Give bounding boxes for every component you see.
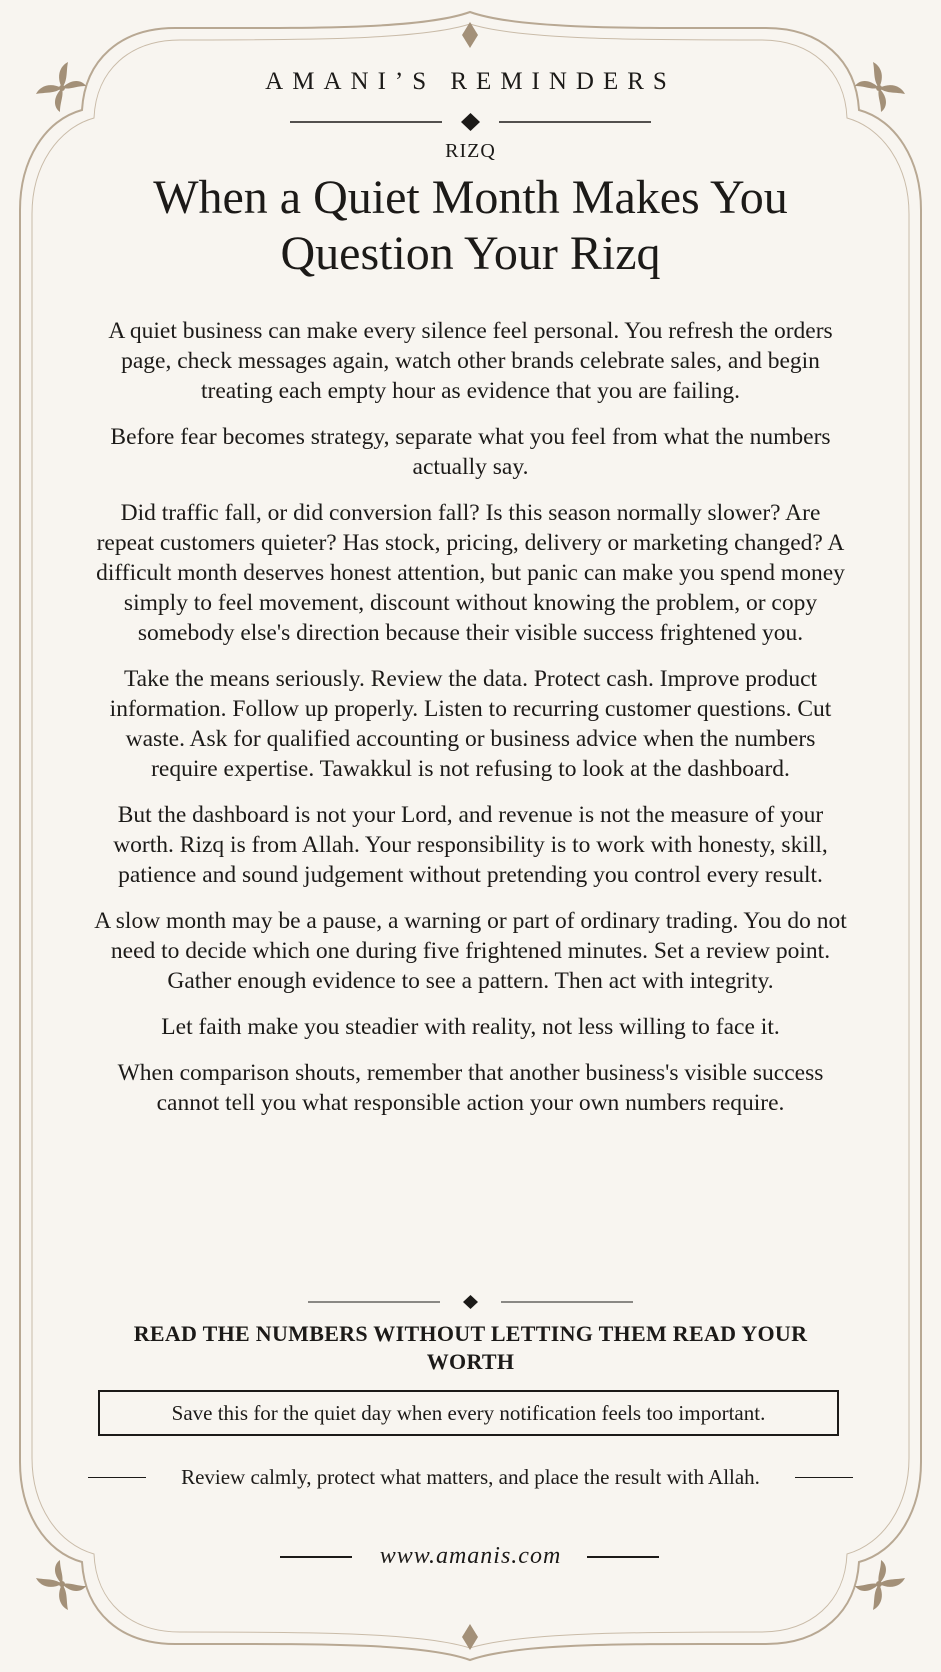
body-paragraph: When comparison shouts, remember that another business's visible success cannot tell you what responsible action your own numbers require. — [117, 1060, 824, 1116]
brand-name: AMANI’S REMINDERS — [265, 68, 676, 95]
bottom-ornament-icon — [462, 1624, 478, 1650]
closing-text: Review calmly, protect what matters, and place the result with Allah. — [181, 1465, 760, 1489]
footer-rule-left — [280, 1556, 352, 1558]
brand-divider — [290, 112, 651, 132]
footer — [90, 1538, 851, 1574]
body-paragraph: But the dashboard is not your Lord, and revenue is not the measure of your worth. Rizq is from Allah. Your responsibility is to work with honesty, skill, patience and sound judgement without pretending you control every result. — [113, 802, 828, 888]
diamond-icon — [461, 113, 480, 131]
body-paragraph: Let faith make you steadier with reality, not less willing to face it. — [161, 1014, 780, 1040]
body-paragraph: A slow month may be a pause, a warning or part of ordinary trading. You do not need to decide which one during five frightened minutes. Set a review point. Gather enough evidence to see a pattern. Then act with integrity. — [94, 908, 847, 994]
closing-line — [88, 1462, 853, 1492]
page-title: When a Quiet Month Makes You Question Your Rizq — [153, 171, 788, 280]
website-link[interactable]: www.amanis.com — [379, 1543, 562, 1569]
category-kicker: RIZQ — [445, 140, 496, 162]
body-paragraph: A quiet business can make every silence feel personal. You refresh the orders page, check messages again, watch other brands celebrate sales, and begin treating each empty hour as evidence that you are failing. — [108, 318, 833, 404]
top-ornament-icon — [462, 22, 478, 48]
closing-rule-left — [88, 1477, 146, 1478]
closing-rule-right — [795, 1477, 853, 1478]
save-reminder-box: Save this for the quiet day when every notification feels too important. — [98, 1390, 839, 1436]
body-paragraph: Take the means seriously. Review the data. Protect cash. Improve product information. Follow up properly. Listen to recurring customer questions. Cut waste. Ask for qualified accounting or business advice when the numbers require expertise. Tawakkul is not refusing to look at the dashboard. — [109, 666, 832, 782]
callout-heading: READ THE NUMBERS WITHOUT LETTING THEM READ YOUR WORTH — [133, 1321, 808, 1374]
diamond-icon — [463, 1295, 478, 1309]
body-paragraph: Did traffic fall, or did conversion fall? Is this season normally slower? Are repeat customers quieter? Has stock, pricing, delivery or marketing changed? A difficult month deserves honest attention, but panic can make you spend money simply to feel movement, discount without knowing the problem, or copy somebody else's direction because their visible success frightened you. — [96, 500, 845, 646]
section-divider — [308, 1292, 633, 1312]
article-body — [90, 316, 851, 1134]
footer-rule-right — [587, 1556, 659, 1558]
body-paragraph: Before fear becomes strategy, separate what you feel from what the numbers actually say. — [110, 424, 831, 480]
